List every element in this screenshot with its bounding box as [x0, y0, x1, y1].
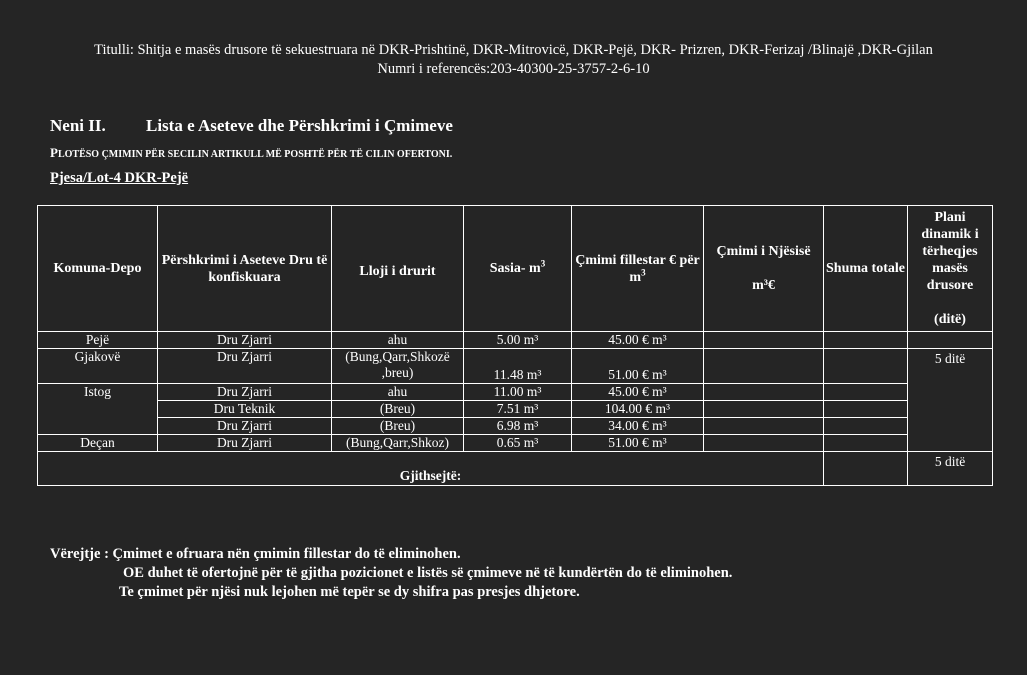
instruction-initial: P — [50, 145, 58, 160]
instruction-rest: LOTËSO ÇMIMIN PËR SECILIN ARTIKULL MË POSHTË PËR TË CILIN OFERTONI. — [57, 149, 453, 160]
table-total-row — [38, 452, 993, 486]
cell-lloji: ahu — [332, 332, 464, 349]
header-cmimi-njesise-text: Çmimi i Njësisë — [716, 244, 811, 259]
cell-komuna: Pejë — [38, 332, 158, 349]
cell-cmimi-njesise-input[interactable] — [704, 349, 824, 384]
total-sum-input[interactable] — [824, 452, 908, 486]
cell-lloji-line1: (Bung,Qarr,Shkozë — [345, 349, 450, 364]
header-cmimi-njesise-unit: m³€ — [752, 278, 775, 293]
cell-pershkrimi: Dru Zjarri — [158, 418, 332, 435]
header-cmimi-njesise — [704, 206, 824, 332]
header-plani-text: Plani dinamik i tërheqjes masës drusore — [921, 210, 979, 293]
cell-shuma-input[interactable] — [824, 384, 908, 401]
cell-lloji-line2: ,breu) — [381, 365, 414, 380]
cell-shuma-input[interactable] — [824, 332, 908, 349]
header-plani-unit: (ditë) — [934, 312, 966, 327]
lot-title: Pjesa/Lot-4 DKR-Pejë — [50, 170, 189, 186]
header-plani — [908, 206, 993, 332]
cell-cmimi-njesise-input[interactable] — [704, 418, 824, 435]
cell-shuma-input[interactable] — [824, 349, 908, 384]
total-days: 5 ditë — [908, 452, 993, 486]
price-table — [37, 205, 993, 486]
table-row — [38, 435, 993, 452]
table-row — [38, 332, 993, 349]
cell-shuma-input[interactable] — [824, 418, 908, 435]
cell-cmimi-njesise-input[interactable] — [704, 435, 824, 452]
header-cmimi-fillestar-sup: 3 — [641, 266, 646, 277]
cell-komuna: Istog — [38, 384, 158, 435]
cell-cmimi: 45.00 € m³ — [572, 332, 704, 349]
cell-cmimi: 34.00 € m³ — [572, 418, 704, 435]
table-header-row — [38, 206, 993, 332]
table-row — [38, 401, 993, 418]
remark-line-3: Te çmimet për njësi nuk lejohen më tepër se dy shifra pas presjes dhjetore. — [119, 584, 580, 600]
cell-sasia: 7.51 m³ — [464, 401, 572, 418]
cell-lloji: (Breu) — [332, 401, 464, 418]
cell-pershkrimi: Dru Zjarri — [158, 332, 332, 349]
section-number: Neni II. — [50, 116, 106, 135]
header-sasia — [464, 206, 572, 332]
header-komuna: Komuna-Depo — [38, 206, 158, 332]
cell-pershkrimi: Dru Zjarri — [158, 435, 332, 452]
cell-cmimi-njesise-input[interactable] — [704, 401, 824, 418]
cell-sasia: 11.00 m³ — [464, 384, 572, 401]
remark-line-2: OE duhet të ofertojnë për të gjitha pozicionet e listës së çmimeve në të kundërtën do të eliminohen. — [123, 565, 733, 581]
remarks — [50, 545, 732, 602]
cell-lloji: ahu — [332, 384, 464, 401]
section-title: Lista e Aseteve dhe Përshkrimi i Çmimeve — [146, 116, 453, 135]
cell-komuna: Gjakovë — [38, 349, 158, 384]
cell-komuna: Deçan — [38, 435, 158, 452]
cell-cmimi: 104.00 € m³ — [572, 401, 704, 418]
cell-sasia: 11.48 m³ — [464, 349, 572, 384]
cell-lloji: (Breu) — [332, 418, 464, 435]
cell-cmimi: 51.00 € m³ — [572, 349, 704, 384]
header-pershkrimi-text: Përshkrimi i Aseteve Dru të konfiskuara — [161, 252, 328, 285]
cell-sasia: 0.65 m³ — [464, 435, 572, 452]
cell-cmimi: 51.00 € m³ — [572, 435, 704, 452]
cell-pershkrimi: Dru Zjarri — [158, 384, 332, 401]
cell-shuma-input[interactable] — [824, 435, 908, 452]
cell-lloji — [332, 349, 464, 384]
header-lloji-text: Lloji i drurit — [359, 264, 436, 279]
cell-cmimi-njesise-input[interactable] — [704, 332, 824, 349]
header-sasia-text: Sasia- m — [489, 261, 541, 276]
total-label: Gjithsejtë: — [38, 452, 824, 486]
cell-cmimi: 45.00 € m³ — [572, 384, 704, 401]
title-line: Titulli: Shitja e masës drusore të sekuestruara në DKR-Prishtinë, DKR-Mitrovicë, DKR-Pejë, DKR- Prizren, DKR-Ferizaj /Blinajë ,DKR-Gjilan — [94, 42, 933, 58]
cell-pershkrimi: Dru Teknik — [158, 401, 332, 418]
cell-pershkrimi: Dru Zjarri — [158, 349, 332, 384]
header-cmimi-fillestar — [572, 206, 704, 332]
cell-cmimi-njesise-input[interactable] — [704, 384, 824, 401]
header-sasia-sup: 3 — [540, 258, 546, 269]
cell-plan-days: 5 ditë — [908, 349, 993, 452]
cell-lloji: (Bung,Qarr,Shkoz) — [332, 435, 464, 452]
instruction-text — [50, 145, 452, 161]
cell-shuma-input[interactable] — [824, 401, 908, 418]
cell-plani — [908, 332, 993, 349]
table-row — [38, 384, 993, 401]
reference-number: Numri i referencës:203-40300-25-3757-2-6-10 — [377, 61, 650, 77]
header-lloji — [332, 206, 464, 332]
section-heading — [50, 116, 453, 136]
remark-line-1: Vërejtje : Çmimet e ofruara nën çmimin fillestar do të eliminohen. — [50, 546, 461, 562]
cell-sasia: 5.00 m³ — [464, 332, 572, 349]
header-shuma — [824, 206, 908, 332]
header-shuma-text: Shuma totale — [826, 261, 905, 276]
header-cmimi-fillestar-text: Çmimi fillestar € për m — [575, 252, 700, 285]
cell-sasia: 6.98 m³ — [464, 418, 572, 435]
header-pershkrimi — [158, 206, 332, 332]
table-row — [38, 349, 993, 384]
table-row — [38, 418, 993, 435]
